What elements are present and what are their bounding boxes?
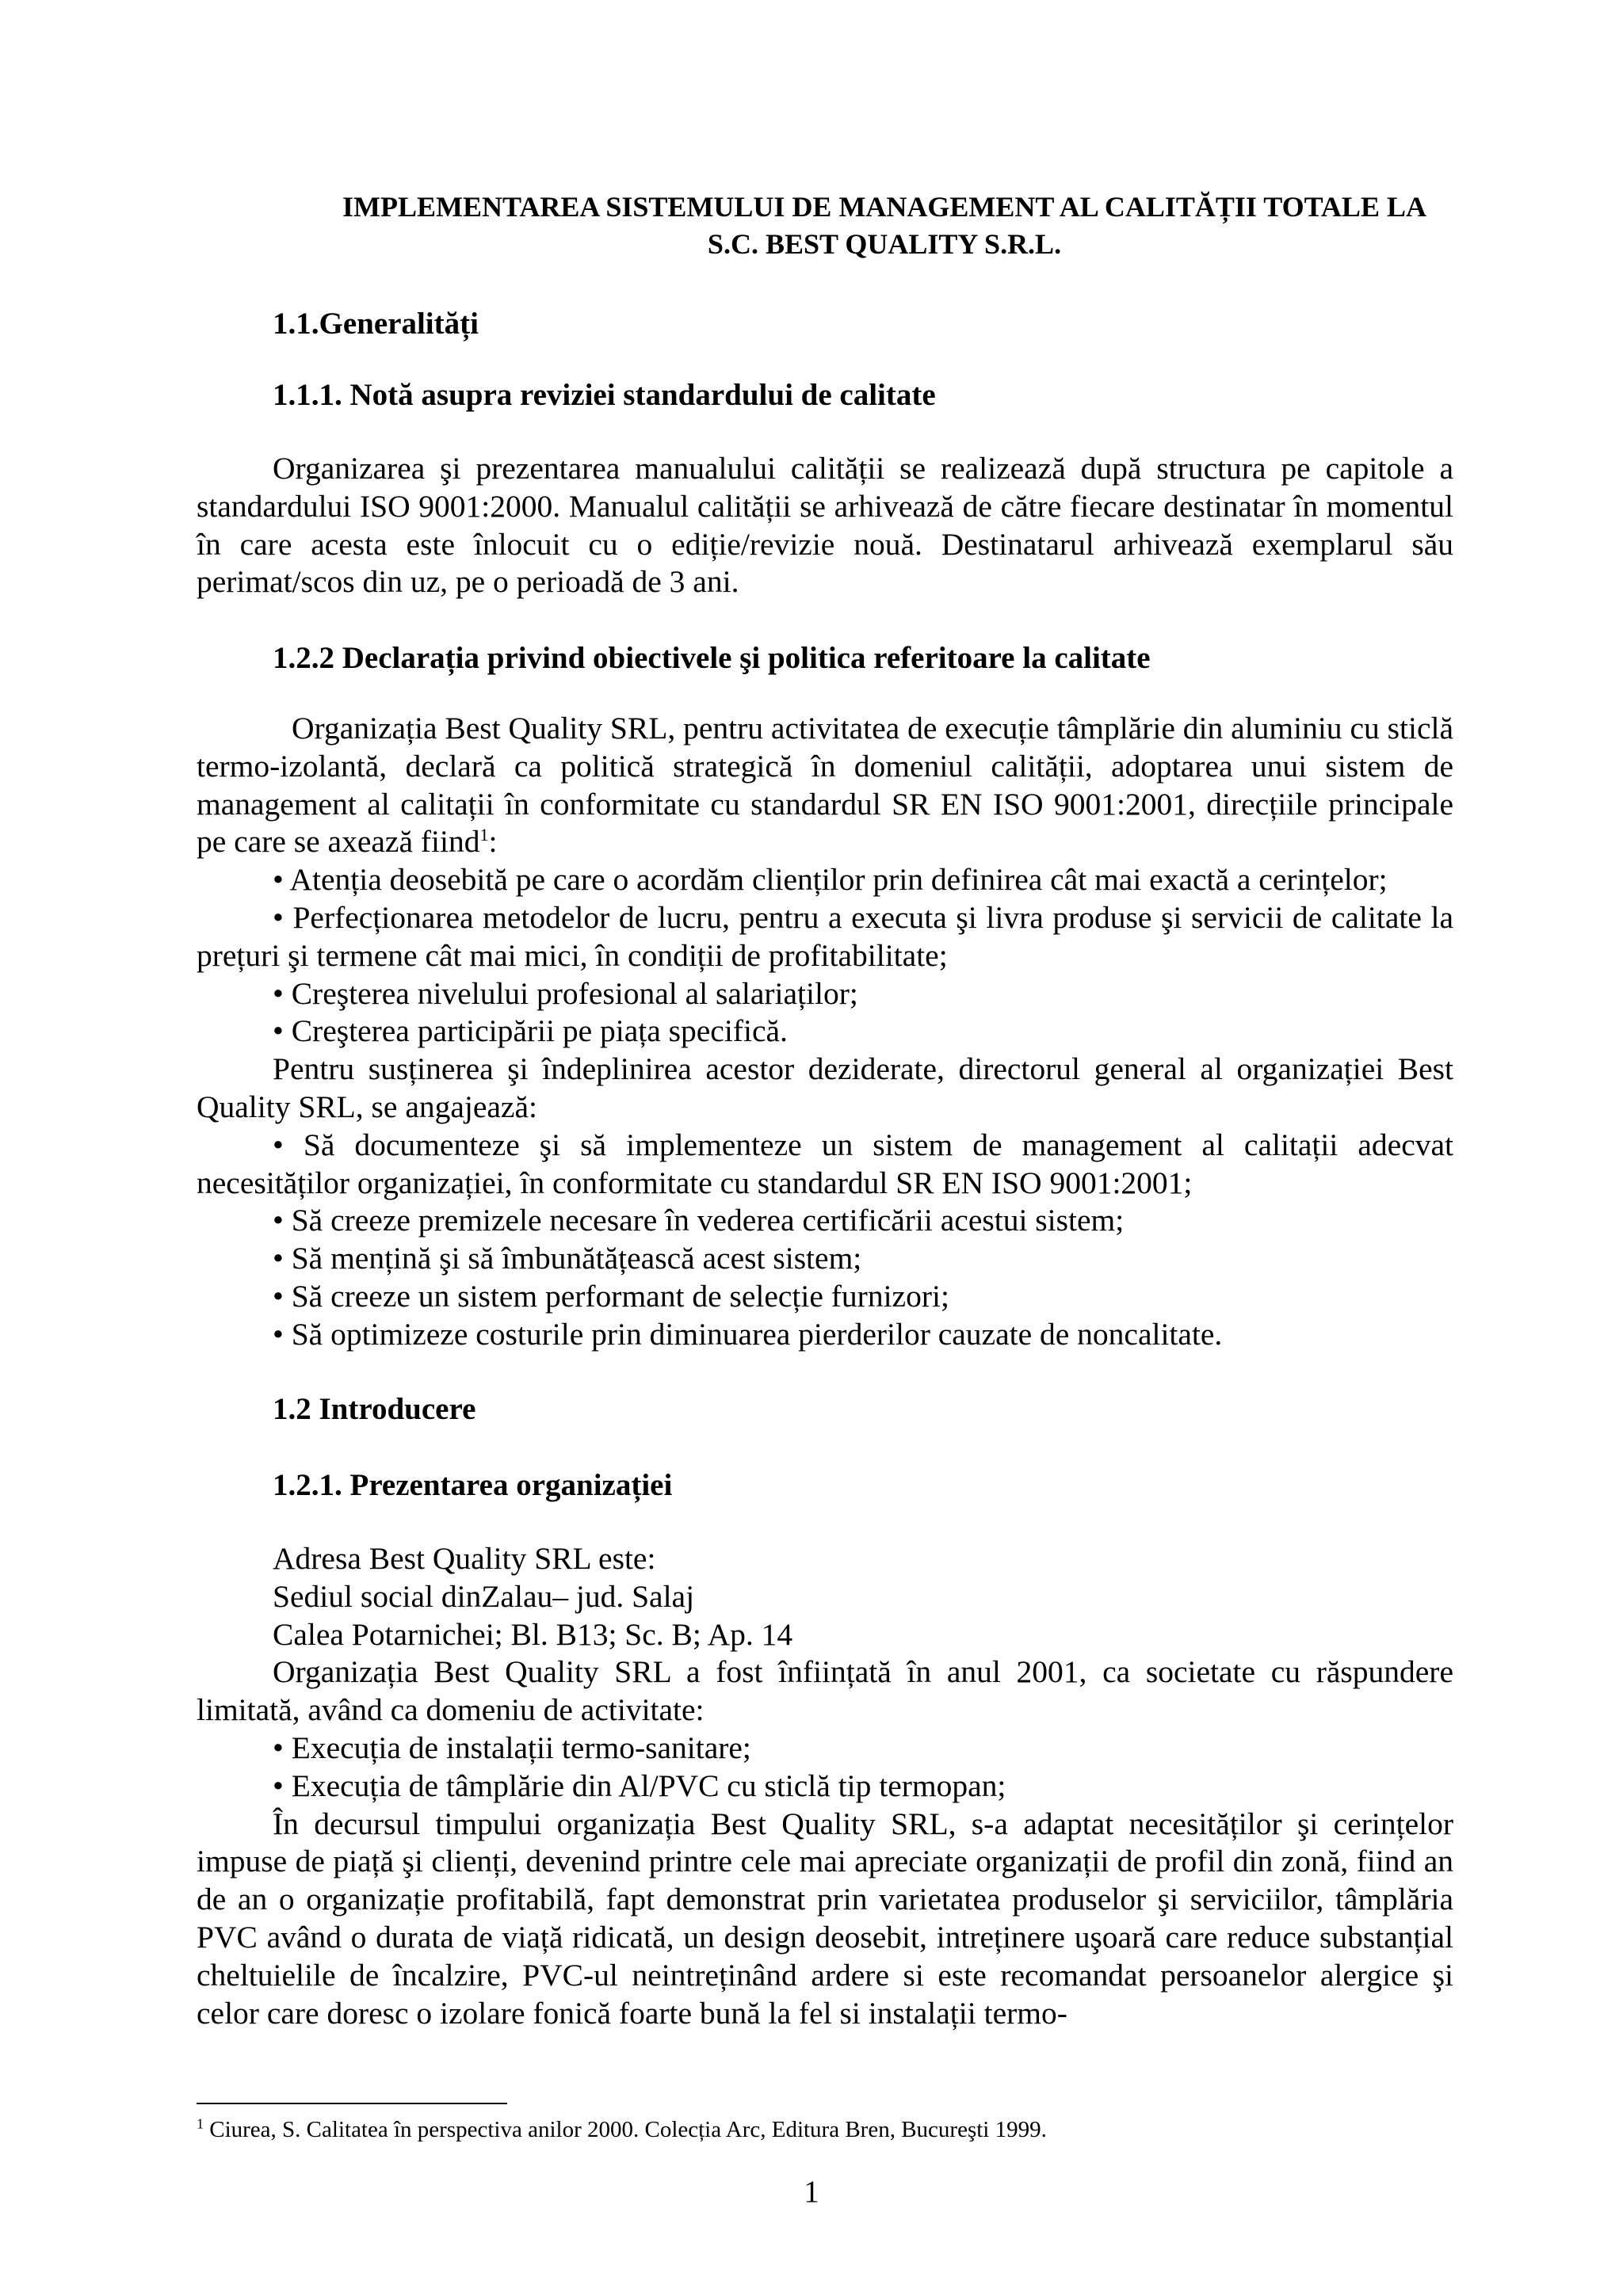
footnote-reference: 1: [479, 825, 489, 845]
paragraph-angajeaza: Pentru susținerea şi îndeplinirea acestor deziderate, directorul general al organizației Best Quality SRL, se angajează:: [197, 1051, 1453, 1124]
list-item-commitment: • Să optimizeze costurile prin diminuarea pierderilor cauzate de noncalitate.: [273, 1316, 1223, 1352]
list-item-commitment: • Să creeze premizele necesare în vederea certificării acestui sistem;: [273, 1203, 1125, 1238]
footnote: [197, 2117, 1047, 2143]
address-line: Sediul social dinZalau– jud. Salaj: [273, 1578, 695, 1614]
paragraph-infiintata: Organizația Best Quality SRL a fost înființată în anul 2001, ca societate cu răspundere limitată, având ca domeniu de activitate:: [197, 1654, 1453, 1728]
list-item-activity: • Execuția de tâmplărie din Al/PVC cu sticlă tip termopan;: [273, 1768, 1006, 1803]
paragraph-decursul: În decursul timpului organizația Best Quality SRL, s-a adaptat necesităților şi cerințelor impuse de piață şi clienți, devenind printre cele mai apreciate organizații de profil din zonă, fiind an de an o organizație profitabilă, fapt demonstrat prin varietatea produselor şi serviciilor, tâmplăria PVC având o durata de viață ridicată, un design deosebit, intreținere uşoară care reduce substanțial cheltuielile de încalzire, PVC-ul neintreținând ardere si este recomandat persoanelor alergice şi celor care doresc o izolare fonică foarte bună la fel si instalații termo-: [197, 1806, 1453, 2031]
list-item-commitment: • Să mențină şi să îmbunătățească acest sistem;: [273, 1241, 862, 1276]
paragraph-declaratia-colon: :: [488, 824, 498, 860]
address-line: Adresa Best Quality SRL este:: [273, 1541, 656, 1576]
list-item-policy: • Creşterea participării pe piața specifică.: [273, 1013, 788, 1049]
list-item-policy: • Atenția deosebită pe care o acordăm clienților prin definirea cât mai exactă a cerințelor;: [273, 862, 1388, 898]
paragraph-declaratia: [197, 710, 1453, 861]
list-item-activity: • Execuția de instalații termo-sanitare;: [273, 1730, 751, 1765]
list-item-policy: • Perfecționarea metodelor de lucru, pentru a executa şi livra produse şi servicii de calitate la prețuri şi termene cât mai mici, în condiții de profitabilitate;: [197, 899, 1453, 973]
title-line-2: S.C. BEST QUALITY S.R.L.: [707, 228, 1062, 260]
page-number: 1: [804, 2175, 819, 2209]
section-prezentarea: [197, 1540, 1453, 2032]
footnote-text: Ciurea, S. Calitatea în perspectiva anilor 2000. Colecția Arc, Editura Bren, Bucureşti 1999.: [204, 2117, 1047, 2142]
address-line: Calea Potarnichei; Bl. B13; Sc. B; Ap. 14: [273, 1616, 793, 1652]
heading-prezentarea: 1.2.1. Prezentarea organizației: [273, 1468, 673, 1502]
heading-declaratia: 1.2.2 Declarația privind obiectivele şi politica referitoare la calitate: [273, 641, 1151, 675]
heading-generalitati: 1.1.Generalități: [273, 307, 479, 341]
list-item-commitment: • Să creeze un sistem performant de selecție furnizori;: [273, 1278, 949, 1314]
list-item-policy: • Creşterea nivelului profesional al salariaților;: [273, 975, 858, 1011]
section-declaratia: [197, 710, 1453, 1354]
footnote-mark: 1: [197, 2115, 204, 2132]
document-title: [197, 189, 1453, 263]
heading-introducere: 1.2 Introducere: [273, 1392, 476, 1426]
paragraph-declaratia-text: Organizația Best Quality SRL, pentru activitatea de execuție tâmplărie din aluminiu cu sticlă termo-izolantă, declară ca politică strategică în domeniul calității, adoptarea unui sistem de management al calitații în conformitate cu standardul SR EN ISO 9001:2001, direcțiile principale pe care se axează fiind: [197, 711, 1453, 860]
paragraph-nota: Organizarea şi prezentarea manualului calității se realizează după structura pe capitole a standardului ISO 9001:2000. Manualul calității se arhivează de către fiecare destinatar în momentul în care acesta este înlocuit cu o ediție/revizie nouă. Destinatarul arhivează exemplarul său perimat/scos din uz, pe o perioadă de 3 ani.: [197, 451, 1453, 600]
heading-nota: 1.1.1. Notă asupra reviziei standardului de calitate: [273, 378, 936, 412]
list-item-commitment: • Să documenteze şi să implementeze un sistem de management al calitații adecvat necesităților organizației, în conformitate cu standardul SR EN ISO 9001:2001;: [197, 1127, 1453, 1200]
footnote-separator: [197, 2103, 507, 2104]
title-line-1: IMPLEMENTAREA SISTEMULUI DE MANAGEMENT AL CALITĂȚII TOTALE LA: [342, 191, 1426, 223]
section-nota: [197, 450, 1453, 601]
